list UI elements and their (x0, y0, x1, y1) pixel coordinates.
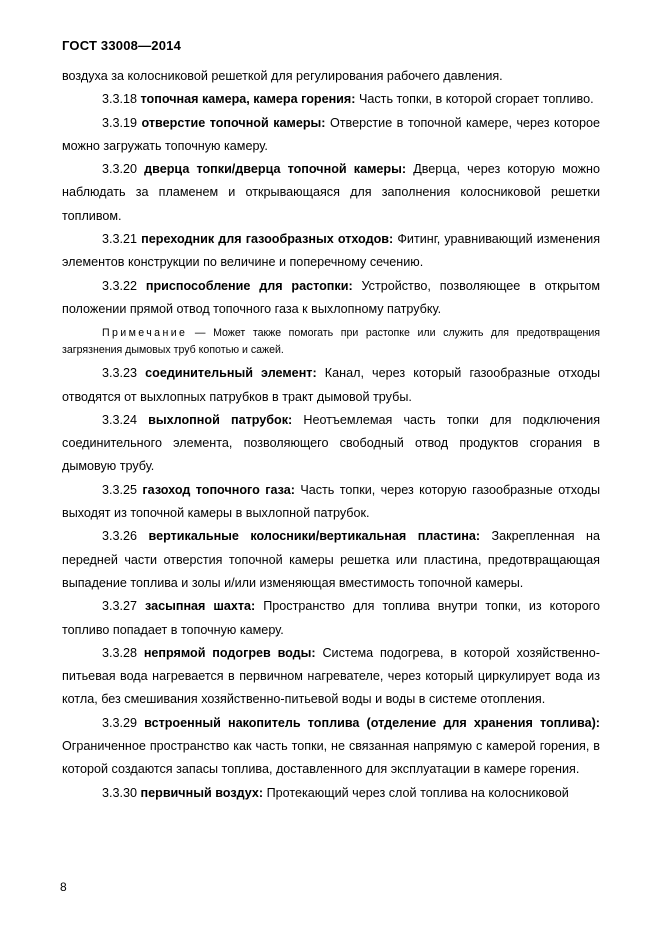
entry-term: засыпная шахта: (144, 599, 256, 614)
entry-number: 3.3.22 (102, 278, 138, 293)
entry-term: дверца топки/дверца топочной камеры: (144, 162, 407, 177)
entry-term: соединительный элемент: (145, 366, 317, 381)
entry-number: 3.3.26 (102, 529, 138, 544)
definition-entry (62, 112, 600, 159)
entry-definition: Канал, через который газообразные отходы отводятся от выхлопных патрубков в тракт дымовой трубы. (62, 366, 601, 404)
note-text: — Может также помогать при растопке или служить для предотвращения загрязнения дымовых труб копотью и сажей. (62, 327, 600, 357)
definition-list (62, 88, 600, 321)
entry-definition: Отверстие в топочной камере, через которое можно загружать топочную камеру. (62, 115, 601, 153)
entry-number: 3.3.25 (102, 482, 138, 497)
definition-entry (62, 362, 600, 409)
entry-number: 3.3.29 (102, 715, 138, 730)
definition-entry (62, 479, 600, 526)
definition-entry (62, 228, 600, 275)
entry-definition: Протекающий через слой топлива на колосниковой (266, 785, 569, 800)
definition-entry (62, 782, 600, 805)
entry-definition: Ограниченное пространство как часть топки, не связанная напрямую с камерой горения, в которой создаются запасы топлива, доставленного для эксплуатации в камере горения. (62, 739, 600, 777)
entry-number: 3.3.20 (102, 162, 138, 177)
entry-term: вертикальные колосники/вертикальная пластина: (148, 529, 481, 544)
entry-definition: Закрепленная на передней части отверстия топочной камеры решетка или пластина, предотвращающая выпадение топлива и золы и/или изменяющая вместимость топочной камеры. (62, 529, 600, 590)
definition-entry (62, 595, 600, 642)
entry-definition: Часть топки, в которой сгорает топливо. (358, 92, 594, 107)
entry-term: встроенный накопитель топлива (отделение для хранения топлива): (144, 715, 600, 730)
entry-term: переходник для газообразных отходов: (141, 232, 394, 247)
entry-number: 3.3.24 (102, 412, 138, 427)
entry-definition: Пространство для топлива внутри топки, из которого топливо попадает в топочную камеру. (62, 599, 601, 637)
entry-term: выхлопной патрубок: (148, 412, 293, 427)
entry-number: 3.3.23 (102, 366, 138, 381)
entry-term: отверстие топочной камеры: (141, 115, 326, 130)
entry-definition: Фитинг, уравнивающий изменения элементов конструкции по величине и поперечному сечению. (62, 232, 601, 270)
entry-number: 3.3.28 (102, 645, 138, 660)
definition-list-continued (62, 362, 600, 805)
entry-term: непрямой подогрев воды: (143, 645, 316, 660)
definition-entry (62, 525, 600, 595)
entry-definition: Дверца, через которую можно наблюдать за пламенем и открывающаяся для заполнения колосниковой решетки топливом. (62, 162, 601, 223)
definition-entry (62, 158, 600, 228)
entry-number: 3.3.30 (102, 785, 138, 800)
entry-definition: Устройство, позволяющее в открытом положении прямой отвод топочного газа к выхлопному патрубку. (62, 278, 601, 316)
entry-number: 3.3.18 (102, 92, 138, 107)
lead-paragraph: воздуха за колосниковой решеткой для регулирования рабочего давления. (62, 69, 503, 83)
note-label: Примечание (102, 327, 188, 340)
entry-number: 3.3.19 (102, 115, 138, 130)
definition-entry (62, 88, 600, 111)
entry-number: 3.3.27 (102, 599, 138, 614)
body-text (62, 65, 600, 805)
entry-definition: Неотъемлемая часть топки для подключения соединительного элемента, позволяющего свободный отвод продуктов сгорания в дымовую трубу. (62, 412, 601, 474)
definition-entry (62, 409, 600, 479)
entry-definition: Система подогрева, в которой хозяйственно-питьевая вода нагревается в первичном нагревателе, через который циркулирует вода из котла, без смешивания хозяйственно-питьевой воды и воды в системе отопления. (62, 645, 600, 707)
page-header: ГОСТ 33008—2014 (62, 38, 181, 53)
definition-entry (62, 275, 600, 322)
entry-number: 3.3.21 (102, 232, 138, 247)
definition-entry (62, 712, 600, 782)
entry-term: топочная камера, камера горения: (140, 92, 356, 107)
definition-entry (62, 642, 600, 712)
entry-definition: Часть топки, через которую газообразные отходы выходят из топочной камеры в выхлопной патрубок. (62, 482, 600, 521)
entry-term: первичный воздух: (140, 785, 264, 800)
entry-term: приспособление для растопки: (145, 278, 353, 293)
note (62, 325, 600, 359)
entry-term: газоход топочного газа: (142, 482, 295, 497)
page-number: 8 (60, 880, 67, 894)
